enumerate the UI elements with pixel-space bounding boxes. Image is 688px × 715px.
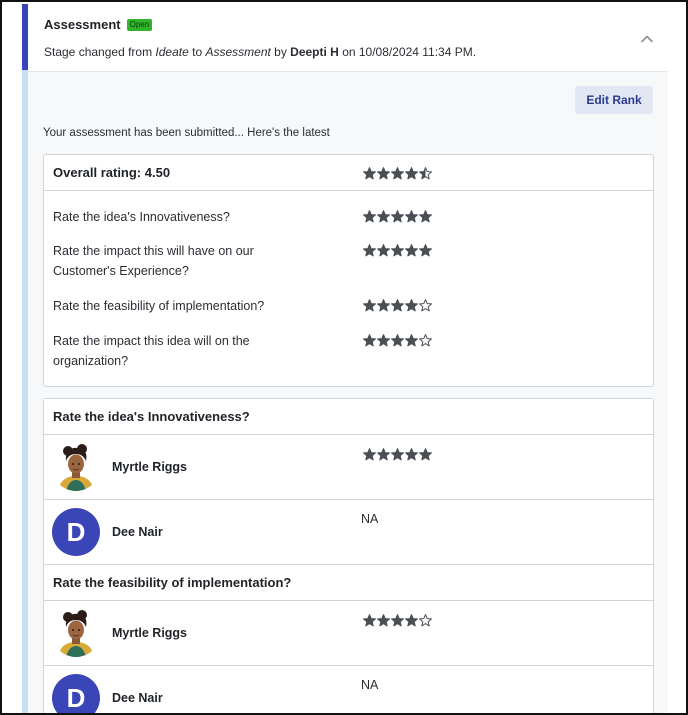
question-rating-stars (363, 210, 432, 223)
response-rating-stars (363, 448, 432, 461)
overall-rating-label: Overall rating: 4.50 (53, 165, 171, 180)
star-full-icon (363, 448, 376, 461)
star-full-icon (391, 334, 404, 347)
submitted-message: Your assessment has been submitted... Here's the latest (43, 127, 330, 139)
star-full-icon (363, 167, 376, 180)
edit-rank-button[interactable]: Edit Rank (575, 86, 653, 114)
question-rating-stars (363, 299, 432, 312)
star-full-icon (363, 299, 376, 312)
question-detail-card (43, 398, 654, 715)
star-full-icon (419, 244, 432, 257)
question-text: Rate the impact this will have on our Customer's Experience? (53, 244, 254, 278)
star-full-icon (391, 448, 404, 461)
panel-header[interactable] (28, 4, 668, 72)
question-section-header (44, 399, 653, 435)
panel-body (28, 72, 668, 715)
responder-name: Dee Nair (112, 691, 163, 705)
star-empty-icon (419, 334, 432, 347)
question-text: Rate the idea's Innovativeness? (53, 210, 230, 224)
avatar-photo-icon (52, 609, 100, 657)
star-full-icon (405, 614, 418, 627)
response-row (44, 435, 653, 500)
star-full-icon (377, 244, 390, 257)
star-full-icon (419, 210, 432, 223)
avatar (52, 609, 100, 657)
responder-name: Myrtle Riggs (112, 460, 188, 474)
star-full-icon (405, 244, 418, 257)
response-value: NA (361, 678, 379, 692)
star-full-icon (377, 167, 390, 180)
star-full-icon (405, 210, 418, 223)
response-row (44, 500, 653, 565)
avatar (52, 443, 100, 491)
avatar-photo-icon (52, 443, 100, 491)
star-full-icon (405, 448, 418, 461)
status-badge: Open (127, 19, 153, 31)
overall-rating-row (44, 155, 653, 191)
from-stage: Ideate (155, 45, 189, 59)
star-full-icon (377, 334, 390, 347)
response-rating-stars (363, 614, 432, 627)
star-full-icon (363, 614, 376, 627)
rating-summary-card (43, 154, 654, 387)
avatar: D (52, 674, 100, 715)
star-full-icon (405, 167, 418, 180)
responder-name: Myrtle Riggs (112, 626, 188, 640)
responder-name: Dee Nair (112, 525, 163, 539)
response-row (44, 666, 653, 715)
stage-change-text: Stage changed from Ideate to Assessment by Deepti H on 10/08/2024 11:34 PM. (44, 45, 477, 59)
star-half-icon (419, 167, 432, 180)
star-full-icon (391, 614, 404, 627)
question-section-title: Rate the feasibility of implementation? (53, 575, 292, 590)
question-text: Rate the impact this idea will on the organization? (53, 334, 250, 368)
star-full-icon (363, 210, 376, 223)
to-stage: Assessment (205, 45, 271, 59)
question-section-title: Rate the idea's Innovativeness? (53, 409, 250, 424)
star-full-icon (405, 334, 418, 347)
star-full-icon (391, 167, 404, 180)
star-full-icon (391, 299, 404, 312)
chevron-up-icon[interactable] (640, 32, 654, 46)
star-full-icon (405, 299, 418, 312)
avatar: D (52, 508, 100, 556)
star-full-icon (419, 448, 432, 461)
star-full-icon (391, 210, 404, 223)
star-full-icon (377, 614, 390, 627)
question-section-header (44, 565, 653, 601)
star-full-icon (391, 244, 404, 257)
overall-rating-stars (363, 167, 432, 180)
changed-by-user: Deepti H (290, 45, 339, 59)
question-text: Rate the feasibility of implementation? (53, 299, 265, 313)
question-rating-stars (363, 334, 432, 347)
star-empty-icon (419, 614, 432, 627)
star-full-icon (363, 244, 376, 257)
star-full-icon (363, 334, 376, 347)
question-rating-stars (363, 244, 432, 257)
response-row (44, 601, 653, 666)
panel-title: Assessment (44, 17, 121, 32)
star-empty-icon (419, 299, 432, 312)
response-value: NA (361, 512, 379, 526)
star-full-icon (377, 299, 390, 312)
star-full-icon (377, 448, 390, 461)
star-full-icon (377, 210, 390, 223)
